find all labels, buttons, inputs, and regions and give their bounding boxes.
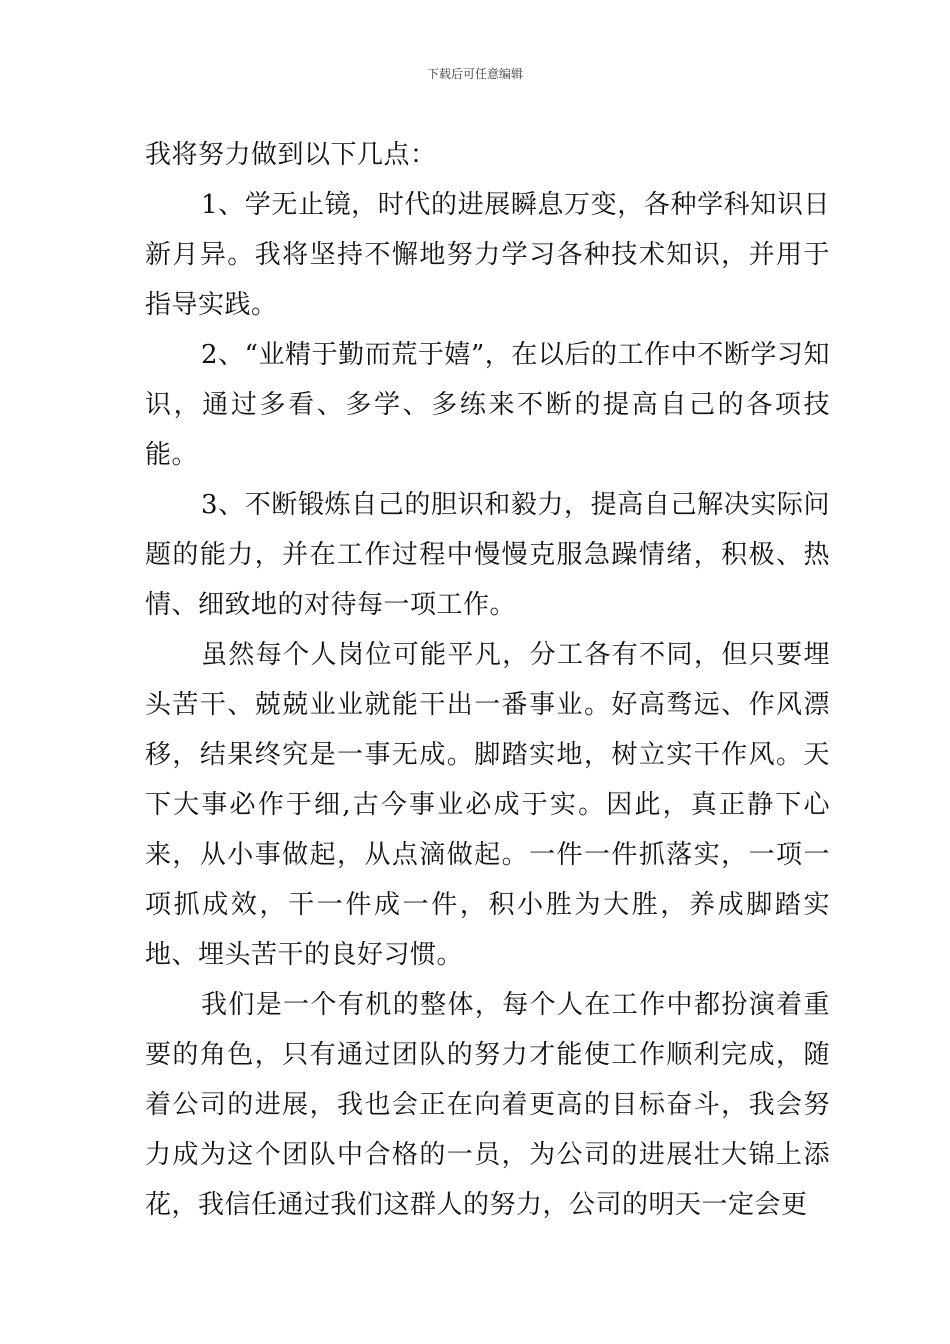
paragraph-point-1: 1、学无止镜，时代的进展瞬息万变，各种学科知识日新月异。我将坚持不懈地努力学习各种技术知识，并用于指导实践。 xyxy=(145,190,830,320)
paragraph-teamwork: 我们是一个有机的整体，每个人在工作中都扮演着重要的角色，只有通过团队的努力才能使工作顺利完成，随着公司的进展，我也会正在向着更高的目标奋斗，我会努力成为这个团队中合格的一员，为公司的进展壮大锦上添花，我信任通过我们这群人的努力，公司的明天一定会更 xyxy=(145,990,830,1220)
paragraph-work-attitude: 虽然每个人岗位可能平凡，分工各有不同，但只要埋头苦干、兢兢业业就能干出一番事业。好高骛远、作风漂移，结果终究是一事无成。脚踏实地，树立实干作风。天下大事必作于细,古今事业必成于实。因此，真正静下心来，从小事做起，从点滴做起。一件一件抓落实，一项一项抓成效，干一件成一件，积小胜为大胜，养成脚踏实地、埋头苦干的良好习惯。 xyxy=(145,640,830,970)
page-header: 下载后可任意编辑 xyxy=(426,67,523,81)
paragraph-intro: 我将努力做到以下几点： xyxy=(145,140,437,170)
paragraph-point-2: 2、“业精于勤而荒于嬉”，在以后的工作中不断学习知识，通过多看、多学、多练来不断的提高自己的各项技能。 xyxy=(145,340,830,470)
paragraph-point-3: 3、不断锻炼自己的胆识和毅力，提高自己解决实际问题的能力，并在工作过程中慢慢克服急躁情绪，积极、热情、细致地的对待每一项工作。 xyxy=(145,490,830,620)
document-body xyxy=(145,130,830,1230)
